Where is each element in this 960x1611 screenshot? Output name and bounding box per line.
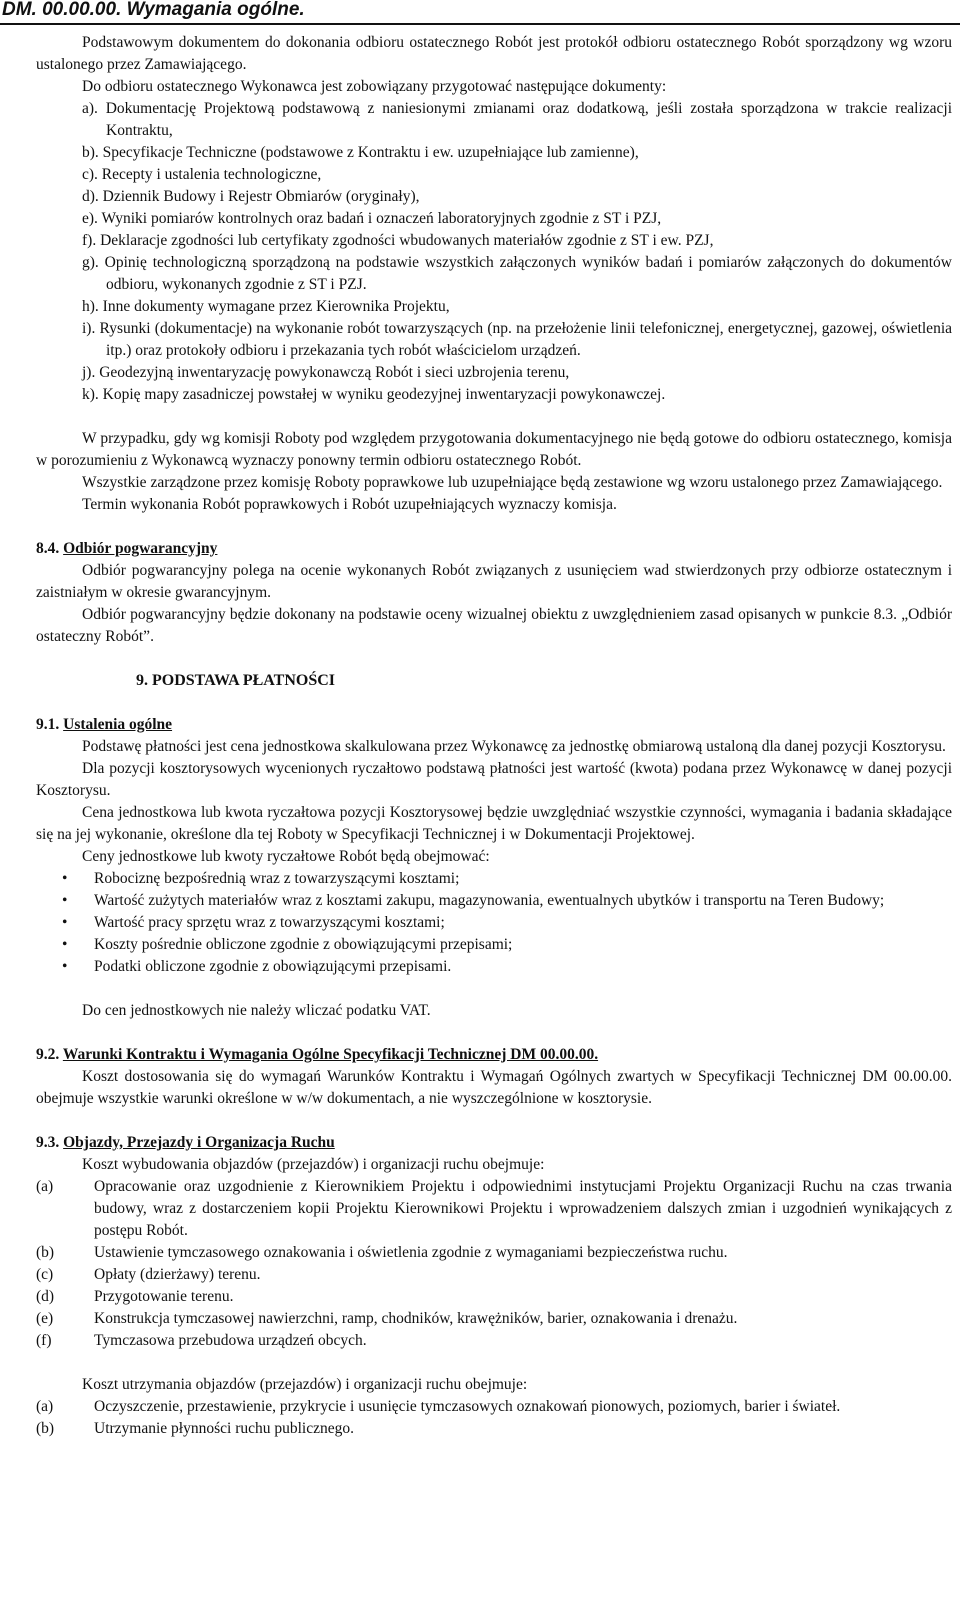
- list-item: (b) Utrzymanie płynności ruchu publicznego.: [36, 1420, 354, 1437]
- required-documents-list: [36, 98, 952, 406]
- chapter-heading-9: 9. PODSTAWA PŁATNOŚCI: [136, 672, 335, 689]
- list-item: f). Deklaracje zgodności lub certyfikaty zgodności wbudowanych materiałów zgodnie z ST i ew. PZJ,: [82, 232, 714, 249]
- list-item: k). Kopię mapy zasadniczej powstałej w wyniku geodezyjnej inwentaryzacji powykonawczej.: [82, 386, 666, 403]
- list-item: (e) Konstrukcja tymczasowej nawierzchni, ramp, chodników, krawężników, barier, oznakowania i drenażu.: [36, 1310, 738, 1327]
- list-item: i). Rysunki (dokumentacje) na wykonanie robót towarzyszących (np. na przełożenie linii telefonicznej, energetycznej, gazowej, oświetlenia itp.) oraz protokoły odbioru i przekazania tych robót właścicielom urządzeń.: [82, 320, 953, 359]
- paragraph: Odbiór pogwarancyjny będzie dokonany na podstawie oceny wizualnej obiektu z uwzględnieniem zasad opisanych w punkcie 8.3. „Odbiór ostateczny Robót”.: [36, 606, 952, 645]
- bullet-icon: •: [62, 870, 68, 887]
- list-item: h). Inne dokumenty wymagane przez Kierownika Projektu,: [82, 298, 450, 315]
- bullet-icon: •: [62, 936, 68, 953]
- paragraph: Koszt utrzymania objazdów (przejazdów) i organizacji ruchu obejmuje:: [82, 1376, 528, 1393]
- list-item: g). Opinię technologiczną sporządzoną na podstawie wszystkich załączonych wyników badań i pomiarów załączonych do dokumentów odbioru, wykonanych zgodnie z ST i PZJ.: [82, 254, 952, 293]
- bullet-item: • Podatki obliczone zgodnie z obowiązującymi przepisami.: [36, 956, 952, 978]
- bullet-item: • Wartość pracy sprzętu wraz z towarzyszącymi kosztami;: [36, 912, 952, 934]
- list-item: j). Geodezyjną inwentaryzację powykonawczą Robót i sieci uzbrojenia terenu,: [82, 364, 570, 381]
- price-components-list: [36, 868, 952, 978]
- document-title: DM. 00.00.00. Wymagania ogólne.: [2, 0, 305, 20]
- paragraph: Do odbioru ostatecznego Wykonawca jest zobowiązany przygotować następujące dokumenty:: [82, 78, 667, 95]
- paragraph: Koszt wybudowania objazdów (przejazdów) i organizacji ruchu obejmuje:: [82, 1156, 545, 1173]
- list-item: a). Dokumentację Projektową podstawową z naniesionymi zmianami oraz dodatkową, jeśli została sporządzona w trakcie realizacji Kontraktu,: [82, 100, 953, 139]
- list-item: (b) Ustawienie tymczasowego oznakowania i oświetlenia zgodnie z wymaganiami bezpieczeństwa ruchu.: [36, 1244, 728, 1261]
- paragraph: Termin wykonania Robót poprawkowych i Robót uzupełniających wyznaczy komisja.: [82, 496, 617, 513]
- list-item: (f) Tymczasowa przebudowa urządzeń obcych.: [36, 1332, 367, 1349]
- paragraph: Wszystkie zarządzone przez komisję Roboty poprawkowe lub uzupełniające będą zestawione wg wzoru ustalonego przez Zamawiającego.: [82, 474, 943, 491]
- section-heading-8-4: 8.4. Odbiór pogwarancyjny: [36, 540, 218, 557]
- list-item: c). Recepty i ustalenia technologiczne,: [82, 166, 322, 183]
- bullet-icon: •: [62, 958, 68, 975]
- list-item: (c) Opłaty (dzierżawy) terenu.: [36, 1266, 261, 1283]
- paragraph: Odbiór pogwarancyjny polega na ocenie wykonanych Robót związanych z usunięciem wad stwierdzonych przy odbiorze ostatecznym i zaistniałym w okresie gwarancyjnym.: [36, 562, 952, 601]
- paragraph: Do cen jednostkowych nie należy wliczać podatku VAT.: [82, 1002, 431, 1019]
- paragraph: Dla pozycji kosztorysowych wycenionych ryczałtowo podstawą płatności jest wartość (kwota) podana przez Wykonawcę w danej pozycji Kosztorysu.: [36, 760, 952, 799]
- paragraph: Cena jednostkowa lub kwota ryczałtowa pozycji Kosztorysowej będzie uwzględniać wszystkie czynności, wymagania i badania składające się na jej wykonanie, określone dla tej Roboty w Specyfikacji Technicznej i w Dokumentacji Projektowej.: [36, 804, 952, 843]
- section-heading-9-3: 9.3. Objazdy, Przejazdy i Organizacja Ruchu: [36, 1134, 335, 1151]
- detour-construction-list: [36, 1176, 952, 1352]
- bullet-icon: •: [62, 914, 68, 931]
- section-heading-9-2: 9.2. Warunki Kontraktu i Wymagania Ogólne Specyfikacji Technicznej DM 00.00.00.: [36, 1046, 599, 1063]
- bullet-item: • Koszty pośrednie obliczone zgodnie z obowiązującymi przepisami;: [36, 934, 952, 956]
- list-item: b). Specyfikacje Techniczne (podstawowe z Kontraktu i ew. uzupełniające lub zamienne),: [82, 144, 639, 161]
- bullet-icon: •: [62, 892, 68, 909]
- list-item: (a) Opracowanie oraz uzgodnienie z Kierownikiem Projektu i odpowiednimi instytucjami Projektu Organizacji Ruchu na czas trwania budowy, wraz z dostarczeniem kopii Projektu Kierownikowi Projektu i wprowadzeniem dalszych zmian i uzgodnień wynikających z postępu Robót.: [36, 1178, 952, 1239]
- paragraph: Podstawę płatności jest cena jednostkowa skalkulowana przez Wykonawcę za jednostkę obmiarową ustaloną dla danej pozycji Kosztorysu.: [82, 738, 946, 755]
- paragraph: Podstawowym dokumentem do dokonania odbioru ostatecznego Robót jest protokół odbioru ostatecznego Robót sporządzony wg wzoru ustalonego przez Zamawiającego.: [36, 34, 952, 73]
- bullet-item: • Robociznę bezpośrednią wraz z towarzyszącymi kosztami;: [36, 868, 952, 890]
- page-header: [0, 0, 960, 24]
- list-item: e). Wyniki pomiarów kontrolnych oraz badań i oznaczeń laboratoryjnych zgodnie z ST i PZJ,: [82, 210, 662, 227]
- paragraph: W przypadku, gdy wg komisji Roboty pod względem przygotowania dokumentacyjnego nie będą gotowe do odbioru ostatecznego, komisja w porozumieniu z Wykonawcą wyznaczy ponowny termin odbioru ostatecznego Robót.: [36, 430, 952, 469]
- list-item: (a) Oczyszczenie, przestawienie, przykrycie i usunięcie tymczasowych oznakowań pionowych, poziomych, barier i świateł.: [36, 1398, 841, 1415]
- paragraph: Ceny jednostkowe lub kwoty ryczałtowe Robót będą obejmować:: [82, 848, 490, 865]
- paragraph: Koszt dostosowania się do wymagań Warunków Kontraktu i Wymagań Ogólnych zwartych w Specyfikacji Technicznej DM 00.00.00. obejmuje wszystkie warunki określone w w/w dokumentach, a nie wyszczególnione w kosztorysie.: [36, 1068, 952, 1107]
- list-item: d). Dziennik Budowy i Rejestr Obmiarów (oryginały),: [82, 188, 420, 205]
- header-rule: [0, 23, 960, 25]
- detour-maintenance-list: [36, 1396, 952, 1440]
- list-item: (d) Przygotowanie terenu.: [36, 1288, 234, 1305]
- bullet-item: • Wartość zużytych materiałów wraz z kosztami zakupu, magazynowania, ewentualnych ubytków i transportu na Teren Budowy;: [36, 890, 952, 912]
- section-heading-9-1: 9.1. Ustalenia ogólne: [36, 716, 173, 733]
- document-body: [36, 32, 952, 1440]
